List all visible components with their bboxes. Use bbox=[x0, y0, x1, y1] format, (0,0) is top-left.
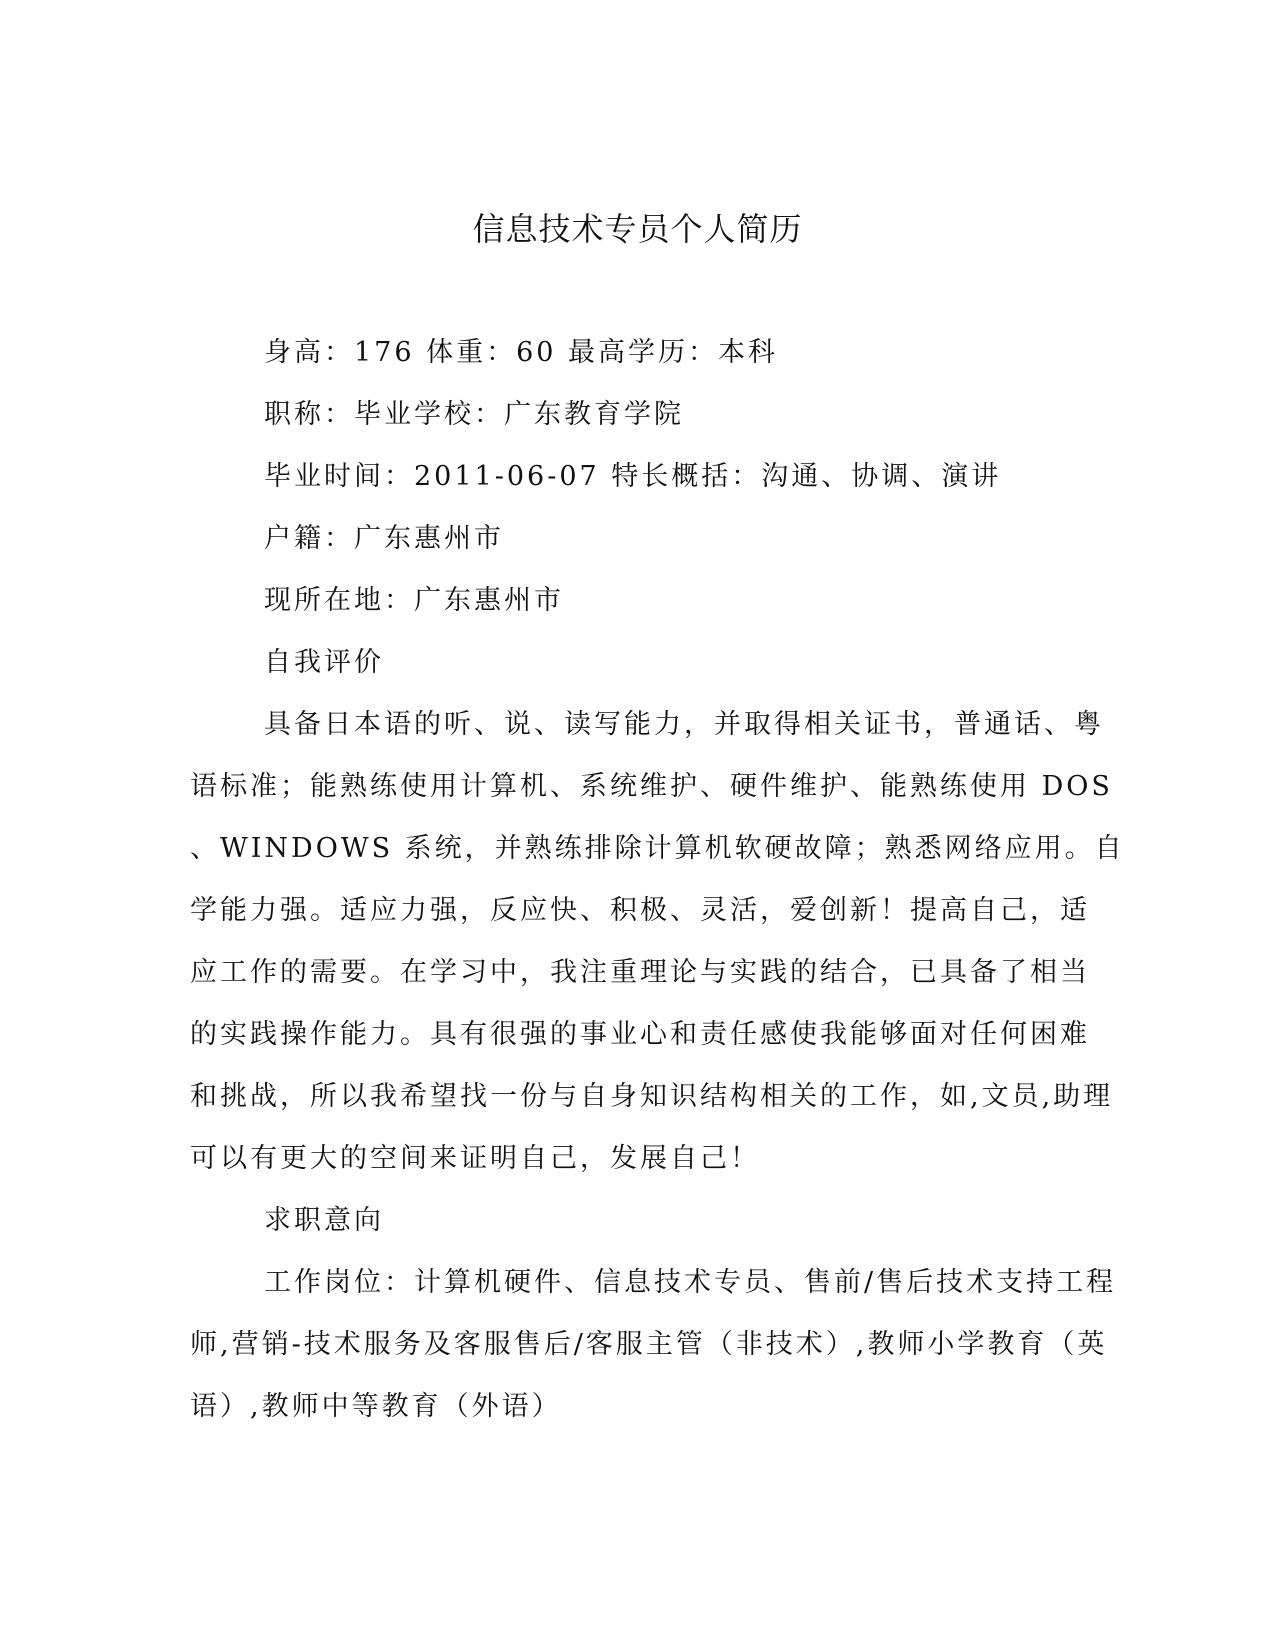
self-evaluation-line: 和挑战，所以我希望找一份与自身知识结构相关的工作，如,文员,助理 bbox=[190, 1081, 1114, 1112]
info-line-household-registration: 户籍：广东惠州市 bbox=[264, 523, 504, 554]
job-intention-line: 语）,教师中等教育（外语） bbox=[190, 1391, 562, 1422]
self-evaluation-heading: 自我评价 bbox=[264, 647, 384, 678]
info-line-title-school: 职称：毕业学校：广东教育学院 bbox=[264, 399, 684, 430]
info-line-current-location: 现所在地：广东惠州市 bbox=[264, 585, 564, 616]
document-title: 信息技术专员个人简历 bbox=[472, 210, 803, 248]
info-line-height-weight-education: 身高：176 体重：60 最高学历：本科 bbox=[264, 337, 779, 368]
self-evaluation-line: 、WINDOWS 系统，并熟练排除计算机软硬故障；熟悉网络应用。自 bbox=[190, 833, 1125, 864]
job-intention-line: 工作岗位：计算机硬件、信息技术专员、售前/售后技术支持工程 bbox=[264, 1267, 1117, 1298]
self-evaluation-line: 具备日本语的听、说、读写能力，并取得相关证书，普通话、粤 bbox=[264, 709, 1104, 740]
job-intention-line: 师,营销-技术服务及客服售后/客服主管（非技术）,教师小学教育（英 bbox=[190, 1329, 1108, 1360]
info-line-graduation-skills: 毕业时间：2011-06-07 特长概括：沟通、协调、演讲 bbox=[264, 461, 1002, 492]
self-evaluation-line: 应工作的需要。在学习中，我注重理论与实践的结合，已具备了相当 bbox=[190, 957, 1090, 988]
self-evaluation-line: 的实践操作能力。具有很强的事业心和责任感使我能够面对任何困难 bbox=[190, 1019, 1090, 1050]
self-evaluation-line: 语标准；能熟练使用计算机、系统维护、硬件维护、能熟练使用 DOS bbox=[190, 771, 1113, 802]
self-evaluation-line: 学能力强。适应力强，反应快、积极、灵活，爱创新！提高自己，适 bbox=[190, 895, 1090, 926]
document-body bbox=[190, 322, 1125, 1438]
self-evaluation-line: 可以有更大的空间来证明自己，发展自己！ bbox=[190, 1143, 760, 1174]
job-intention-heading: 求职意向 bbox=[264, 1205, 384, 1236]
